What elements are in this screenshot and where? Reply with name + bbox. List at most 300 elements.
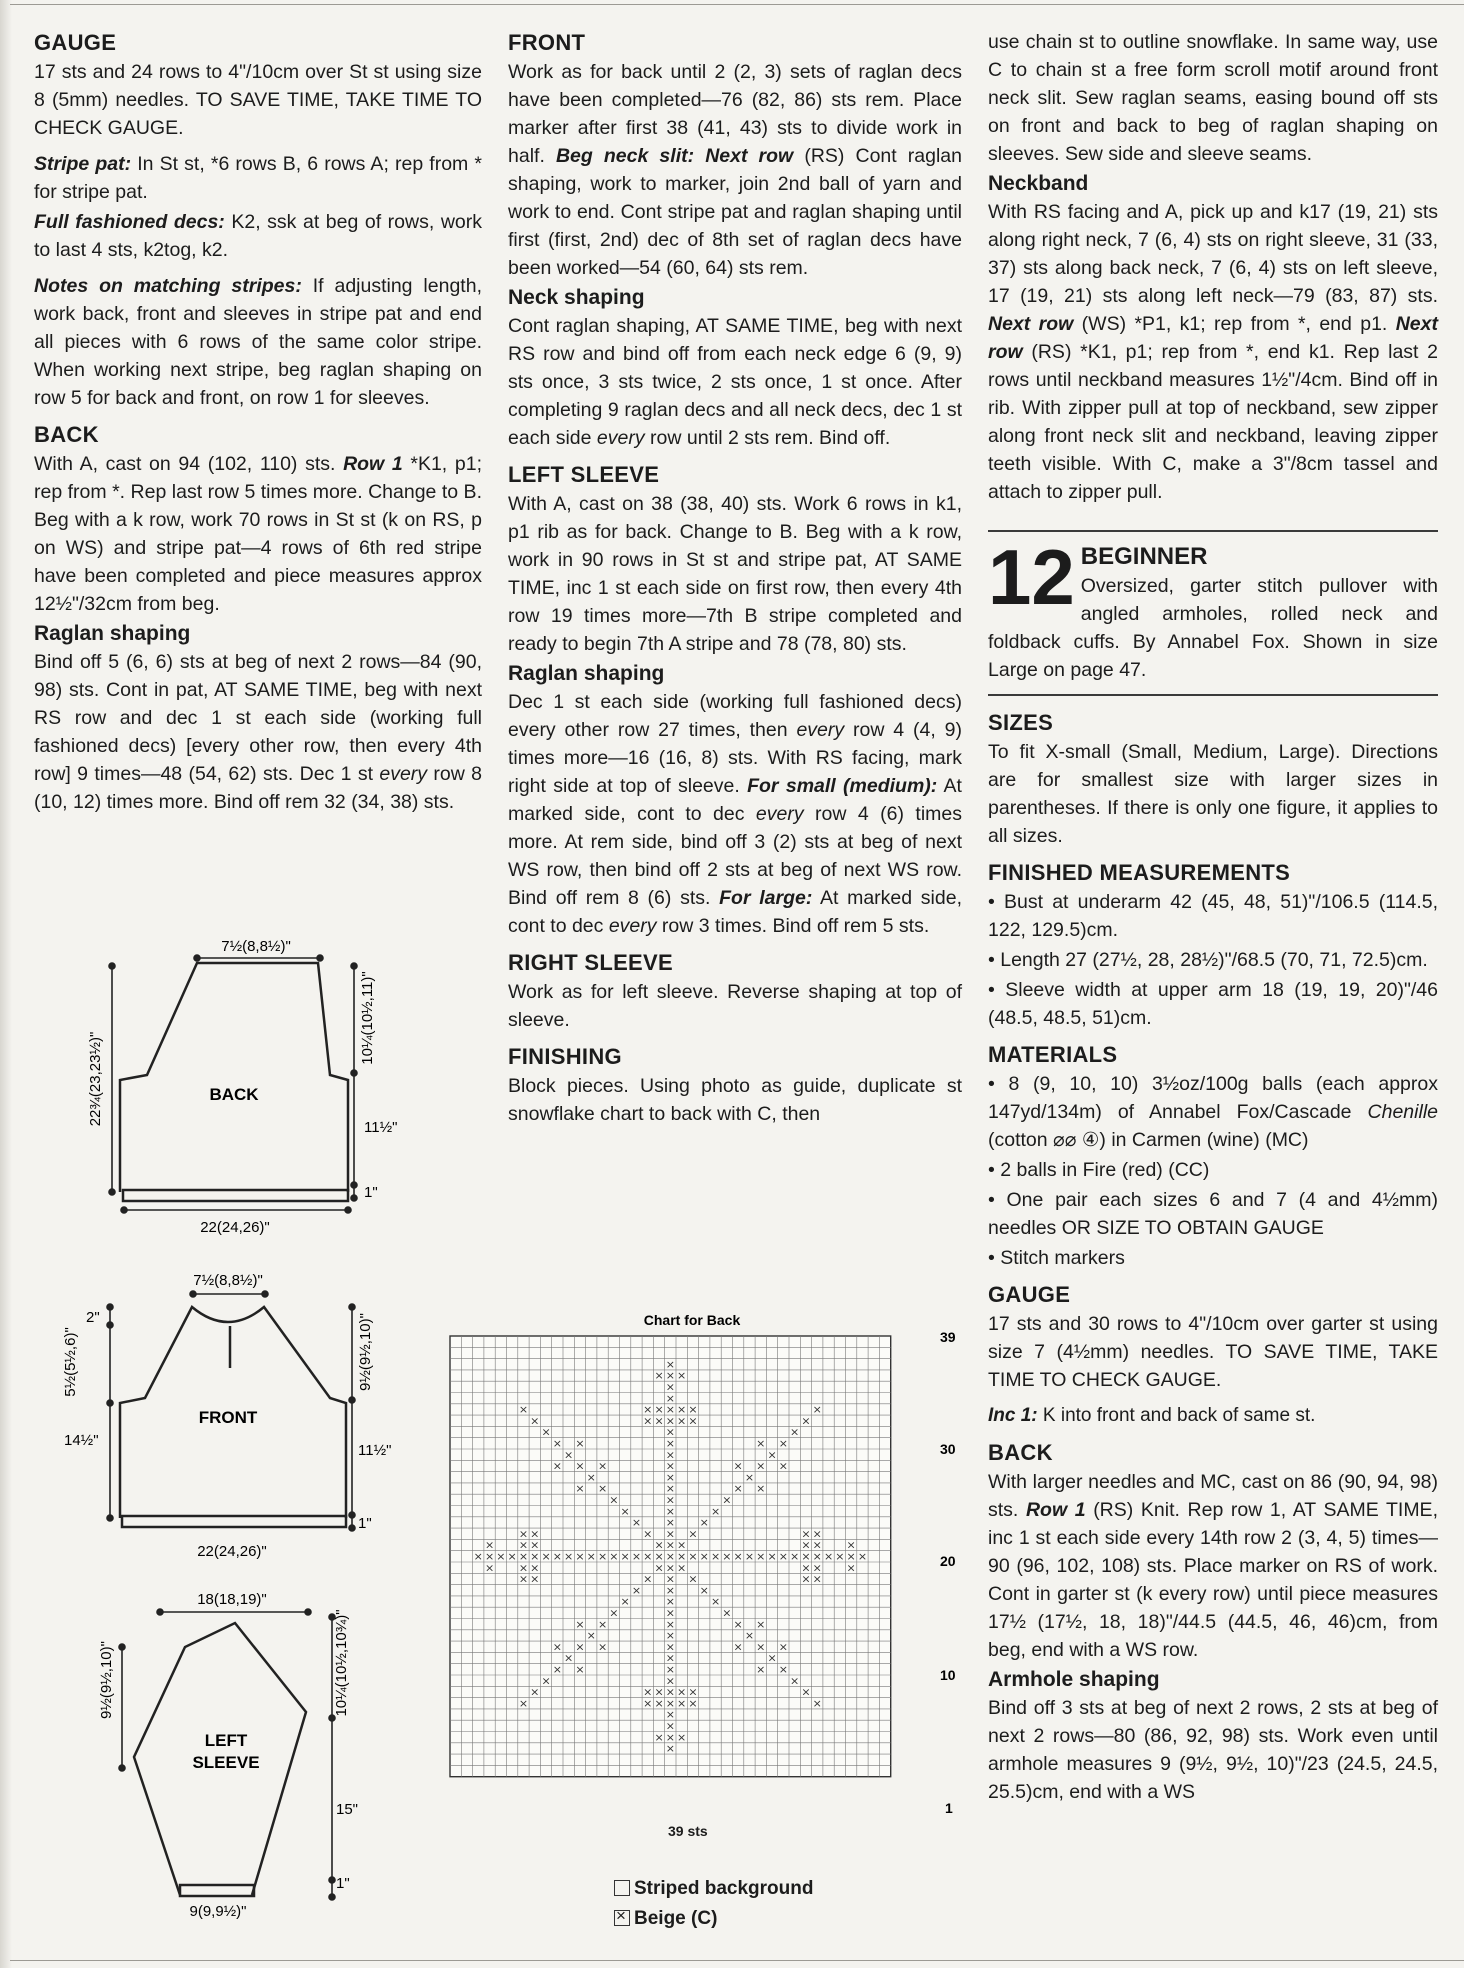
back-right-bot-dim: 1" bbox=[364, 1184, 378, 1201]
chart-stitch-x: × bbox=[564, 1651, 574, 1665]
chart-stitch-x: × bbox=[812, 1561, 822, 1575]
chart-stitch-x: × bbox=[801, 1572, 811, 1586]
front-left-neck-dim: 5½(5½,6)" bbox=[62, 1327, 79, 1397]
back-left-dim: 22¾(23,23½)" bbox=[87, 1031, 104, 1127]
raglan-text-a: Bind off 5 (6, 6) sts at beg of next 2 rows—84 (90, 98) sts. Cont in pat, AT SAME TIME, beg with next RS row and dec 1 st each side (working full fashioned decs) [every other row, then every 4th row] 9 times—48 (54, 62) sts. Dec 1 st bbox=[34, 651, 482, 785]
front-top-dim: 7½(8,8½)" bbox=[193, 1272, 263, 1289]
inc-1-note bbox=[988, 1402, 1438, 1430]
chart-stitch-x: × bbox=[665, 1595, 675, 1609]
chart-stitch-x: × bbox=[677, 1685, 687, 1699]
chart-stitch-x: × bbox=[665, 1369, 675, 1383]
chart-stitch-x: × bbox=[620, 1595, 630, 1609]
chart-grid bbox=[450, 1336, 891, 1777]
sleeve-right-top-dim: 10¼(10½,10¾)" bbox=[333, 1609, 350, 1717]
chart-stitch-x: × bbox=[654, 1685, 664, 1699]
chart-stitch-x: × bbox=[665, 1550, 675, 1563]
chart-stitch-x: × bbox=[665, 1696, 675, 1710]
chart-stitch-x: × bbox=[665, 1617, 675, 1631]
pattern-number: 12 bbox=[988, 533, 1075, 621]
chart-stitch-x: × bbox=[654, 1369, 664, 1383]
material-markers: • Stitch markers bbox=[988, 1247, 1125, 1269]
chart-stitch-x: × bbox=[575, 1437, 585, 1450]
chart-stitch-x: × bbox=[665, 1425, 675, 1439]
raglan-heading: Raglan shaping bbox=[34, 622, 191, 645]
chart-stitch-x: × bbox=[790, 1550, 800, 1563]
armhole-heading: Armhole shaping bbox=[988, 1668, 1160, 1691]
back-bottom-dim: 22(24,26)" bbox=[200, 1219, 270, 1236]
chart-stitch-x: × bbox=[575, 1663, 585, 1676]
chart-stitch-x: × bbox=[835, 1550, 845, 1563]
chart-stitch-x: × bbox=[699, 1516, 709, 1530]
chart-stitch-x: × bbox=[846, 1561, 856, 1575]
chart-stitch-x: × bbox=[744, 1550, 755, 1563]
chart-stitch-x: × bbox=[677, 1550, 687, 1563]
neck-every: every bbox=[596, 427, 645, 449]
chart-stitch-x: × bbox=[665, 1414, 675, 1428]
front-bottom-dim: 22(24,26)" bbox=[197, 1543, 267, 1560]
chart-stitch-x: × bbox=[857, 1550, 868, 1563]
schematic-diagrams bbox=[0, 0, 440, 1968]
armhole-text: Bind off 3 sts at beg of next 2 rows, 2 sts at beg of next 2 rows—80 (86, 92, 98) sts. Work even until armhole measures 9 (9½, 9½, 10)"/23 (24.5, 24.5, 25.5)cm, end with a WS bbox=[988, 1697, 1438, 1803]
front-text-b: (RS) Cont raglan shaping, work to marker, join 2nd ball of yarn and work to end. Cont stripe pat and raglan shaping until first (first, 2nd) dec of 8th set of raglan decs have been worked—54 (60, 64) sts rem. bbox=[508, 145, 962, 279]
chart-stitch-x: × bbox=[654, 1414, 664, 1428]
chart-stitch-x: × bbox=[518, 1403, 529, 1417]
chart-stitch-x: × bbox=[677, 1696, 687, 1710]
chart-stitch-x: × bbox=[552, 1550, 562, 1563]
front-left-top-dim: 2" bbox=[86, 1309, 100, 1326]
chart-stitch-x: × bbox=[564, 1448, 574, 1462]
sr-c: At marked side, cont to dec bbox=[508, 775, 962, 825]
chart-stitch-x: × bbox=[597, 1640, 608, 1654]
sr-f: row 3 times. Bind off rem 5 sts. bbox=[656, 915, 930, 937]
back-text-b: *K1, p1; rep from *. Rep last row 5 times more. Change to B. Beg with a k row, work 70 rows in St st (k on RS, p on WS) and stripe pat—4 rows of 6th red stripe have been completed and piece measures approx 12½"/32cm from beg. bbox=[34, 453, 482, 615]
row-label-30: 30 bbox=[940, 1441, 956, 1457]
sleeve-label-line2: SLEEVE bbox=[192, 1753, 260, 1772]
chart-stitch-x: × bbox=[484, 1550, 495, 1563]
chart-stitch-x: × bbox=[631, 1550, 642, 1563]
neckband-heading: Neckband bbox=[988, 172, 1089, 195]
chart-stitch-x: × bbox=[801, 1538, 811, 1552]
nb-a: With RS facing and A, pick up and k17 (19, 21) sts along right neck, 7 (6, 4) sts on right sleeve, 31 (33, 37) sts along back neck, 7 (6, 4) sts on left sleeve, 17 (19, 21) sts along left neck—79 (83, 87) sts. bbox=[988, 201, 1438, 307]
back-top-dim: 7½(8,8½)" bbox=[221, 938, 291, 955]
chart-stitch-x: × bbox=[812, 1403, 822, 1417]
chart-stitch-x: × bbox=[665, 1527, 675, 1541]
neck-shaping-text bbox=[508, 312, 962, 452]
length-measure: • Length 27 (27½, 28, 28½)"/68.5 (70, 71, 72.5)cm. bbox=[988, 949, 1428, 971]
chart-stitch-x: × bbox=[654, 1550, 664, 1563]
chart-stitch-x: × bbox=[484, 1538, 495, 1552]
sr-small: For small (medium): bbox=[747, 775, 938, 797]
row-1-label: Row 1 bbox=[343, 453, 403, 475]
chart-stitch-x: × bbox=[552, 1640, 562, 1654]
chart-stitch-x: × bbox=[665, 1651, 675, 1665]
chart-stitch-x: × bbox=[586, 1629, 596, 1643]
inc-text: K into front and back of same st. bbox=[1037, 1405, 1316, 1426]
chart-stitch-x: × bbox=[801, 1414, 811, 1428]
chart-stitch-x: × bbox=[665, 1640, 675, 1654]
front-left-mid-dim: 14½" bbox=[64, 1432, 99, 1449]
chart-stitch-count: 39 sts bbox=[668, 1823, 708, 1839]
gauge-text-2: 17 sts and 30 rows to 4"/10cm over garter st using size 7 (4½mm) needles. TO SAVE TIME, TAKE TIME TO CHECK GAUGE. bbox=[988, 1313, 1438, 1391]
chart-stitch-x: × bbox=[665, 1391, 675, 1405]
chart-stitch-x: × bbox=[597, 1482, 608, 1496]
chart-stitch-x: × bbox=[541, 1550, 551, 1563]
chart-stitch-x: × bbox=[710, 1550, 721, 1563]
chart-stitch-x: × bbox=[699, 1583, 709, 1597]
chart-stitch-x: × bbox=[530, 1685, 540, 1699]
chart-stitch-x: × bbox=[631, 1583, 642, 1597]
chart-stitch-x: × bbox=[744, 1470, 755, 1484]
sizes-heading: SIZES bbox=[988, 710, 1054, 735]
chart-stitch-x: × bbox=[665, 1459, 675, 1473]
raglan-every: every bbox=[379, 763, 428, 785]
chart-stitch-x: × bbox=[722, 1606, 732, 1620]
chart-stitch-x: × bbox=[756, 1437, 766, 1450]
chart-stitch-x: × bbox=[541, 1425, 551, 1439]
back-label: BACK bbox=[209, 1085, 259, 1104]
chart-stitch-x: × bbox=[575, 1482, 585, 1496]
sleeve-top-dim: 18(18,19)" bbox=[197, 1591, 267, 1608]
nb-next-row-2: Next row bbox=[988, 313, 1438, 363]
left-sleeve-text: With A, cast on 38 (38, 40) sts. Work 6 rows in k1, p1 rib as for back. Change to B. Beg with a k row, work in 90 rows in St st and stripe pat, AT SAME TIME, inc 1 st each side on first row, then every 4th row 19 times more—7th B stripe completed and ready to begin 7th A stripe and 78 (78, 80) sts. bbox=[508, 493, 962, 655]
column-middle bbox=[508, 28, 962, 1136]
chart-stitch-x: × bbox=[665, 1708, 675, 1722]
chart-stitch-x: × bbox=[665, 1448, 675, 1462]
neck-text-b: row until 2 sts rem. Bind off. bbox=[644, 427, 891, 449]
neck-text-a: Cont raglan shaping, AT SAME TIME, beg with next RS row and bind off from each neck edge 6 (9, 9) sts once, 3 sts twice, 2 sts once, 1 st once. After completing 9 raglan decs and all neck decs, dec 1 st each side bbox=[508, 315, 962, 449]
column-right bbox=[988, 28, 1438, 1814]
pattern-12-header bbox=[988, 533, 1438, 684]
chart-stitch-x: × bbox=[665, 1606, 675, 1620]
chart-stitch-x: × bbox=[586, 1470, 596, 1484]
chart-stitch-x: × bbox=[530, 1414, 540, 1428]
sleeve-bottom-dim: 9(9,9½)" bbox=[189, 1903, 247, 1920]
skill-level: BEGINNER bbox=[1080, 543, 1208, 570]
front-right-bot-dim: 1" bbox=[358, 1515, 372, 1532]
chart-stitch-x: × bbox=[846, 1538, 856, 1552]
chart-stitch-x: × bbox=[756, 1640, 766, 1654]
finished-measurements-heading: FINISHED MEASUREMENTS bbox=[988, 860, 1291, 885]
chart-stitch-x: × bbox=[665, 1357, 675, 1371]
chart-stitch-x: × bbox=[586, 1550, 596, 1563]
chart-stitch-x: × bbox=[722, 1550, 732, 1563]
finishing-continued: use chain st to outline snowflake. In same way, use C to chain st a free form scroll motif around front neck slit. Sew raglan seams, easing bound off sts on front and back to beg of raglan shaping on sleeves. Sew side and sleeve seams. bbox=[988, 31, 1438, 165]
front-text bbox=[508, 58, 962, 282]
chart-stitch-x: × bbox=[688, 1414, 698, 1428]
chart-stitch-x: × bbox=[654, 1730, 664, 1744]
left-sleeve-heading: LEFT SLEEVE bbox=[508, 462, 660, 487]
chart-stitch-x: × bbox=[688, 1550, 698, 1563]
chart-stitch-x: × bbox=[756, 1617, 766, 1631]
chart-stitch-x: × bbox=[767, 1550, 777, 1563]
sleeve-raglan-text bbox=[508, 688, 962, 940]
chart-stitch-x: × bbox=[518, 1538, 529, 1552]
chart-stitch-x: × bbox=[552, 1663, 562, 1676]
nb-c: (RS) *K1, p1; rep from *, end k1. Rep last 2 rows until neckband measures 1½"/4cm. Bind off in rib. With zipper pull at top of neckband, sew zipper along front neck slit and neckband, leaving zipper teeth visible. With C, make a 3"/8cm tassel and attach to zipper pull. bbox=[988, 341, 1438, 503]
chart-stitch-x: × bbox=[767, 1651, 777, 1665]
neck-shaping-heading: Neck shaping bbox=[508, 286, 645, 309]
legend-beige-label: Beige (C) bbox=[634, 1908, 718, 1929]
chart-stitch-x: × bbox=[643, 1403, 653, 1417]
chart-stitch-x: × bbox=[733, 1482, 743, 1496]
sr-every3: every bbox=[608, 915, 657, 937]
chart-stitch-x: × bbox=[790, 1425, 800, 1439]
gauge-text: 17 sts and 24 rows to 4"/10cm over St st using size 8 (5mm) needles. TO SAVE TIME, TAKE TIME TO CHECK GAUGE. bbox=[34, 61, 482, 139]
sr-b: row 4 (4, 9) times more—16 (16, 8) sts. With RS facing, mark right side at top of sleeve. bbox=[508, 719, 962, 797]
chart-stitch-x: × bbox=[552, 1437, 562, 1450]
chart-stitch-x: × bbox=[778, 1550, 788, 1563]
row-label-39: 39 bbox=[940, 1329, 956, 1345]
row-label-1: 1 bbox=[945, 1800, 953, 1816]
chart-stitch-x: × bbox=[530, 1527, 540, 1541]
chart-stitch-x: × bbox=[665, 1482, 675, 1496]
chart-stitch-x: × bbox=[677, 1561, 687, 1575]
chart-stitch-x: × bbox=[812, 1572, 822, 1586]
chart-stitch-x: × bbox=[722, 1493, 732, 1507]
back-text-a: With A, cast on 94 (102, 110) sts. bbox=[34, 453, 344, 475]
chart-stitch-x: × bbox=[733, 1640, 743, 1654]
back-heading-2: BACK bbox=[988, 1440, 1053, 1465]
chart-stitch-x: × bbox=[733, 1459, 743, 1473]
pattern-divider-bottom bbox=[988, 694, 1438, 696]
chart-stitch-x: × bbox=[654, 1403, 664, 1417]
chart-stitch-x: × bbox=[484, 1561, 495, 1575]
chart-stitch-x: × bbox=[756, 1459, 766, 1473]
sleeve-measure: • Sleeve width at upper arm 18 (19, 19, 20)"/46 (48.5, 48.5, 51)cm. bbox=[988, 979, 1438, 1029]
gauge-heading-2: GAUGE bbox=[988, 1282, 1071, 1307]
chart-stitch-x: × bbox=[665, 1437, 675, 1450]
chart-stitch-x: × bbox=[530, 1572, 540, 1586]
chart-stitch-x: × bbox=[654, 1538, 664, 1552]
mat-1b: Chenille bbox=[1367, 1101, 1438, 1123]
chart-stitch-x: × bbox=[654, 1696, 664, 1710]
notes-label: Notes on matching stripes: bbox=[34, 275, 302, 297]
chart-stitch-x: × bbox=[688, 1403, 698, 1417]
sleeve-right-bot-dim: 1" bbox=[336, 1875, 350, 1892]
chart-stitch-x: × bbox=[597, 1459, 608, 1473]
chart-stitch-x: × bbox=[688, 1685, 698, 1699]
back-heading: BACK bbox=[34, 422, 99, 447]
front-label: FRONT bbox=[198, 1408, 258, 1427]
chart-stitch-x: × bbox=[677, 1730, 687, 1744]
chart-stitch-x: × bbox=[778, 1663, 788, 1676]
chart-stitch-x: × bbox=[665, 1561, 675, 1575]
chart-stitch-x: × bbox=[597, 1550, 608, 1563]
sleeve-label-line1: LEFT bbox=[204, 1731, 248, 1750]
nb-next-row-1: Next row bbox=[988, 313, 1074, 335]
chart-stitch-x: × bbox=[518, 1696, 529, 1710]
chart-stitch-x: × bbox=[688, 1696, 698, 1710]
raglan-text-b: row 8 (10, 12) times more. Bind off rem 32 (34, 38) sts. bbox=[34, 763, 482, 813]
chart-stitch-x: × bbox=[756, 1663, 766, 1676]
chart-stitch-x: × bbox=[665, 1516, 675, 1530]
sr-every2: every bbox=[755, 803, 804, 825]
chart-stitch-x: × bbox=[801, 1527, 811, 1541]
chart-stitch-x: × bbox=[812, 1527, 822, 1541]
gauge-heading: GAUGE bbox=[34, 30, 117, 55]
b2-a: With larger needles and MC, cast on 86 (90, 94, 98) sts. bbox=[988, 1471, 1438, 1521]
row-label-10: 10 bbox=[940, 1667, 956, 1683]
chart-stitch-x: × bbox=[677, 1369, 687, 1383]
chart-stitch-x: × bbox=[518, 1572, 529, 1586]
mat-1c: (cotton ⌀⌀ ④) in Carmen (wine) (MC) bbox=[988, 1129, 1309, 1151]
chart-stitch-x: × bbox=[677, 1414, 687, 1428]
material-yarn-mc bbox=[988, 1070, 1438, 1154]
front-text-a: Work as for back until 2 (2, 3) sets of raglan decs have been completed—76 (82, 86) sts rem. Place marker after first 38 (41, 43) sts to divide work in half. bbox=[508, 61, 962, 167]
sleeve-left-dim: 9½(9½,10)" bbox=[98, 1641, 115, 1719]
right-sleeve-text: Work as for left sleeve. Reverse shaping at top of sleeve. bbox=[508, 981, 962, 1031]
ff-label: Full fashioned decs: bbox=[34, 211, 225, 233]
sizes-text: To fit X-small (Small, Medium, Large). Directions are for smallest size with larger sizes in parentheses. If there is only one figure, it applies to all sizes. bbox=[988, 741, 1438, 847]
chart-stitch-x: × bbox=[665, 1380, 675, 1394]
legend-beige bbox=[614, 1908, 717, 1930]
chart-stitch-x: × bbox=[710, 1504, 721, 1518]
neck-slit-label: Beg neck slit: Next row bbox=[555, 145, 794, 167]
chart-stitch-x: × bbox=[665, 1663, 675, 1676]
chart-stitch-x: × bbox=[575, 1550, 585, 1563]
chart-stitch-x: × bbox=[575, 1617, 585, 1631]
notes-text: If adjusting length, work back, front and sleeves in stripe pat and end all pieces with 6 rows of the same color stripe. When working next stripe, beg raglan shaping on row 5 for back and front, on row 1 for sleeves. bbox=[34, 275, 482, 409]
chart-stitch-x: × bbox=[643, 1685, 653, 1699]
chart-stitch-x: × bbox=[756, 1482, 766, 1496]
chart-stitch-x: × bbox=[665, 1493, 675, 1507]
chart-stitch-x: × bbox=[801, 1561, 811, 1575]
chart-stitch-x: × bbox=[778, 1459, 788, 1473]
chart-stitch-x: × bbox=[665, 1674, 675, 1688]
inc-label: Inc 1: bbox=[988, 1405, 1038, 1426]
mat-1a: • 8 (9, 10, 10) 3½oz/100g balls (each approx 147yd/134m) of Annabel Fox/Cascade bbox=[988, 1073, 1438, 1123]
neckband-text bbox=[988, 198, 1438, 506]
chart-stitch-x: × bbox=[677, 1538, 687, 1552]
nb-b: (WS) *P1, k1; rep from *, end p1. bbox=[1073, 313, 1396, 335]
chart-stitch-x: × bbox=[756, 1550, 766, 1563]
pattern-description: Oversized, garter stitch pullover with angled armholes, rolled neck and foldback cuffs. By Annabel Fox. Shown in size Large on page 47. bbox=[988, 575, 1438, 681]
chart-stitch-x: × bbox=[665, 1629, 675, 1643]
chart-stitch-x: × bbox=[496, 1550, 506, 1563]
chart-stitch-x: × bbox=[778, 1640, 788, 1654]
sr-every: every bbox=[796, 719, 845, 741]
chart-stitch-x: × bbox=[530, 1561, 540, 1575]
chart-stitch-x: × bbox=[665, 1538, 675, 1552]
material-needles: • One pair each sizes 6 and 7 (4 and 4½mm) needles OR SIZE TO OBTAIN GAUGE bbox=[988, 1189, 1438, 1239]
chart-stitch-x: × bbox=[665, 1403, 675, 1417]
chart-stitch-x: × bbox=[518, 1550, 529, 1563]
sr-large: For large: bbox=[719, 887, 813, 909]
chart-stitch-x: × bbox=[564, 1550, 574, 1563]
right-sleeve-heading: RIGHT SLEEVE bbox=[508, 950, 673, 975]
bust-measure: • Bust at underarm 42 (45, 48, 51)"/106.5 (114.5, 122, 129.5)cm. bbox=[988, 891, 1438, 941]
stripe-text: In St st, *6 rows B, 6 rows A; rep from * for stripe pat. bbox=[34, 153, 482, 203]
sr-d: row 4 (6) times more. At rem side, bind off 3 (2) sts at beg of next WS row, then bind off 2 sts at beg of next WS row. Bind off rem 8 (6) sts. bbox=[508, 803, 962, 909]
x-box-icon bbox=[614, 1910, 630, 1926]
chart-stitch-x: × bbox=[643, 1572, 653, 1586]
sleeve-right-mid-dim: 15" bbox=[336, 1801, 359, 1818]
chart-stitch-x: × bbox=[801, 1685, 811, 1699]
chart-stitch-x: × bbox=[744, 1629, 755, 1643]
chart-stitch-x: × bbox=[823, 1550, 834, 1563]
chart-stitch-x: × bbox=[733, 1617, 743, 1631]
chart-stitch-x: × bbox=[643, 1550, 653, 1563]
b2-b: (RS) Knit. Rep row 1, AT SAME TIME, inc 1 st each side every 14th row 2 (3, 4, 5) times—90 (96, 102, 108) sts. Place marker on RS of work. Cont in garter st (k every row) until piece measures 17½ (17½, 18, 18)"/44.5 (44.5, 46, 46)cm, from beg, end with a WS row. bbox=[988, 1499, 1438, 1661]
sr-e: At marked side, cont to dec bbox=[508, 887, 962, 937]
chart-stitch-x: × bbox=[790, 1674, 800, 1688]
chart-for-back bbox=[440, 1300, 980, 1820]
chart-stitch-x: × bbox=[699, 1550, 709, 1563]
chart-stitch-x: × bbox=[778, 1437, 788, 1450]
chart-stitch-x: × bbox=[473, 1550, 483, 1563]
chart-stitch-x: × bbox=[597, 1617, 608, 1631]
empty-box-icon bbox=[614, 1880, 630, 1896]
chart-title: Chart for Back bbox=[643, 1312, 741, 1328]
chart-stitch-x: × bbox=[631, 1516, 642, 1530]
chart-stitch-x: × bbox=[643, 1696, 653, 1710]
chart-stitch-x: × bbox=[710, 1595, 721, 1609]
front-right-mid-dim: 11½" bbox=[358, 1442, 392, 1459]
chart-stitch-x: × bbox=[609, 1606, 619, 1620]
finishing-heading: FINISHING bbox=[508, 1044, 622, 1069]
back-schematic bbox=[120, 963, 348, 1201]
chart-stitch-x: × bbox=[518, 1561, 529, 1575]
sr-a: Dec 1 st each side (working full fashioned decs) every other row 27 times, then bbox=[508, 691, 962, 741]
chart-stitch-x: × bbox=[665, 1730, 675, 1744]
legend-striped-label: Striped background bbox=[634, 1878, 814, 1899]
chart-stitch-x: × bbox=[609, 1550, 619, 1563]
chart-stitch-x: × bbox=[518, 1527, 529, 1541]
legend-striped bbox=[614, 1878, 813, 1900]
sleeve-raglan-heading: Raglan shaping bbox=[508, 662, 665, 685]
chart-stitch-x: × bbox=[665, 1583, 675, 1597]
chart-stitch-x: × bbox=[801, 1550, 811, 1563]
back-right-mid-dim: 11½" bbox=[364, 1119, 398, 1136]
chart-stitch-x: × bbox=[620, 1550, 630, 1563]
chart-stitch-x: × bbox=[688, 1527, 698, 1541]
b2-row1: Row 1 bbox=[1025, 1499, 1086, 1521]
back-text-2 bbox=[988, 1468, 1438, 1664]
chart-stitch-x: × bbox=[688, 1572, 698, 1586]
chart-stitch-x: × bbox=[767, 1448, 777, 1462]
materials-heading: MATERIALS bbox=[988, 1042, 1118, 1067]
front-right-top-dim: 9½(9½,10)" bbox=[357, 1313, 374, 1391]
chart-stitch-x: × bbox=[552, 1459, 562, 1473]
chart-stitch-x: × bbox=[654, 1561, 664, 1575]
chart-stitch-x: × bbox=[812, 1696, 822, 1710]
chart-stitch-x: × bbox=[733, 1550, 743, 1563]
row-label-20: 20 bbox=[940, 1553, 956, 1569]
chart-stitch-x: × bbox=[665, 1742, 675, 1756]
chart-stitch-x: × bbox=[665, 1685, 675, 1699]
chart-stitch-x: × bbox=[507, 1550, 517, 1563]
chart-stitch-x: × bbox=[643, 1527, 653, 1541]
chart-stitch-x: × bbox=[530, 1538, 540, 1552]
chart-stitch-x: × bbox=[575, 1459, 585, 1473]
ff-text: K2, ssk at beg of rows, work to last 4 sts, k2tog, k2. bbox=[34, 211, 482, 261]
finishing-text: Block pieces. Using photo as guide, duplicate st snowflake chart to back with C, then bbox=[508, 1075, 962, 1125]
chart-stitch-x: × bbox=[620, 1504, 630, 1518]
chart-stitch-x: × bbox=[665, 1572, 675, 1586]
chart-stitch-x: × bbox=[575, 1640, 585, 1654]
stripe-label: Stripe pat: bbox=[34, 153, 132, 175]
back-right-top-dim: 10¼(10½,11)" bbox=[359, 971, 376, 1065]
chart-stitch-x: × bbox=[541, 1674, 551, 1688]
chart-stitch-x: × bbox=[677, 1403, 687, 1417]
front-heading: FRONT bbox=[508, 30, 586, 55]
back-dimension-lines bbox=[109, 955, 357, 1213]
chart-stitch-x: × bbox=[665, 1504, 675, 1518]
chart-stitch-x: × bbox=[846, 1550, 856, 1563]
chart-stitch-x: × bbox=[609, 1493, 619, 1507]
chart-stitch-x: × bbox=[530, 1550, 540, 1563]
chart-stitch-x: × bbox=[812, 1550, 822, 1563]
